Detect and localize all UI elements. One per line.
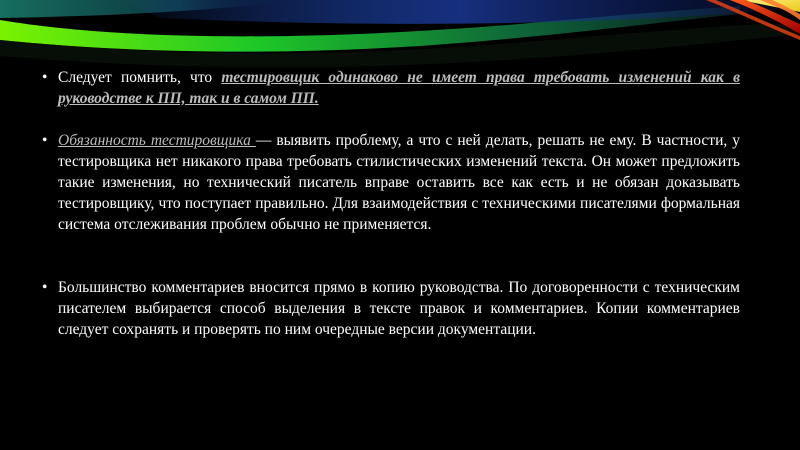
- bullet-item-2: [40, 130, 740, 235]
- bullet-item-3: [40, 277, 740, 340]
- bullet-1-lead: Следует помнить, что: [58, 69, 222, 86]
- bullet-2-emphasis: Обязанность тестировщика: [58, 132, 256, 149]
- slide-body: [40, 67, 740, 340]
- bullet-dot: •: [42, 69, 48, 86]
- bullet-dot: •: [42, 279, 48, 296]
- bullet-2-text: — выявить проблему, а что с ней делать, решать не ему. В частности, у тестировщика нет никакого права требовать стилистических изменений текста. Он может предложить такие изменения, но технический писатель вправе оставить все как есть и не обязан доказывать тестировщику, что поступает правильно. Для взаимодействия с техническими писателями формальная система отслеживания проблем обычно не применяется.: [58, 132, 740, 233]
- bullet-item-1: [40, 67, 740, 109]
- bullet-3-text: Большинство комментариев вносится прямо в копию руководства. По договоренности с техническим писателем выбирается способ выделения в тексте правок и комментариев. Копии комментариев следует сохранять и проверять по ним очередные версии документации.: [58, 279, 740, 338]
- bullet-dot: •: [42, 132, 48, 149]
- bullet-1-emphasis: тестировщик одинаково не имеет права требовать изменений как в руководстве к ПП, так и в самом ПП.: [58, 69, 740, 107]
- decorative-header-swooshes: [0, 0, 800, 70]
